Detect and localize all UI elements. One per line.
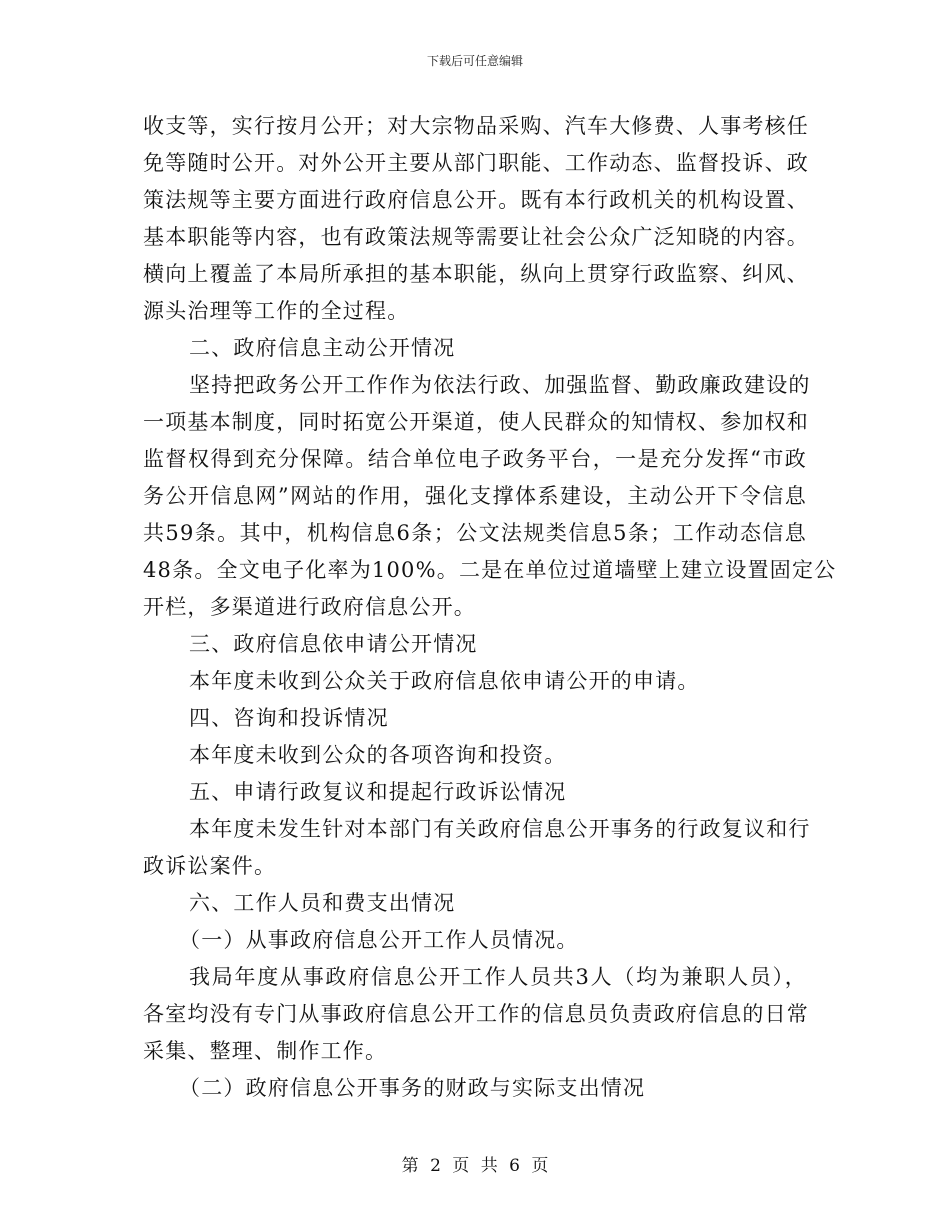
document-body	[143, 108, 837, 1107]
section-heading: 二、政府信息主动公开情况	[189, 336, 456, 360]
page-number: 第 2 页 共 6 页	[401, 1156, 549, 1176]
body-line: 政诉讼案件。	[143, 854, 277, 878]
body-line: 免等随时公开。对外公开主要从部门职能、工作动态、监督投诉、政	[143, 151, 809, 175]
body-line: 务公开信息网”网站的作用，强化支撑体系建设，主动公开下令信息	[143, 484, 807, 508]
body-line: 各室均没有专门从事政府信息公开工作的信息员负责政府信息的日常	[143, 1002, 809, 1026]
body-line: 48条。全文电子化率为100%。二是在单位过道墙壁上建立设置固定公	[143, 558, 837, 582]
body-line: 坚持把政务公开工作作为依法行政、加强监督、勤政廉政建设的	[189, 373, 811, 397]
body-line: 一项基本制度，同时拓宽公开渠道，使人民群众的知情权、参加权和	[143, 410, 809, 434]
body-line: 基本职能等内容，也有政策法规等需要让社会公众广泛知晓的内容。	[143, 225, 809, 249]
section-heading: 六、工作人员和费支出情况	[189, 891, 456, 915]
body-line: 采集、整理、制作工作。	[143, 1039, 388, 1063]
page-header-note: 下载后可任意编辑	[426, 54, 523, 68]
body-line: 共59条。其中，机构信息6条；公文法规类信息5条；工作动态信息	[143, 521, 807, 545]
body-line: 本年度未发生针对本部门有关政府信息公开事务的行政复议和行	[189, 817, 811, 841]
section-heading: 五、申请行政复议和提起行政诉讼情况	[189, 780, 567, 804]
body-line: 本年度未收到公众关于政府信息依申请公开的申请。	[189, 669, 700, 693]
section-heading: 四、咨询和投诉情况	[189, 706, 389, 730]
subsection-heading: （二）政府信息公开事务的财政与实际支出情况	[179, 1076, 646, 1100]
body-line: 横向上覆盖了本局所承担的基本职能，纵向上贯穿行政监察、纠风、	[143, 262, 809, 286]
body-line: 监督权得到充分保障。结合单位电子政务平台，一是充分发挥“市政	[143, 447, 807, 471]
body-line: 开栏，多渠道进行政府信息公开。	[143, 595, 476, 619]
body-line: 本年度未收到公众的各项咨询和投资。	[189, 743, 567, 767]
body-line: 源头治理等工作的全过程。	[143, 299, 410, 323]
body-line: 我局年度从事政府信息公开工作人员共3人（均为兼职人员），	[189, 965, 807, 989]
subsection-heading: （一）从事政府信息公开工作人员情况。	[179, 928, 579, 952]
section-heading: 三、政府信息依申请公开情况	[189, 632, 478, 656]
body-line: 策法规等主要方面进行政府信息公开。既有本行政机关的机构设置、	[143, 188, 809, 212]
body-line: 收支等，实行按月公开；对大宗物品采购、汽车大修费、人事考核任	[143, 114, 809, 138]
